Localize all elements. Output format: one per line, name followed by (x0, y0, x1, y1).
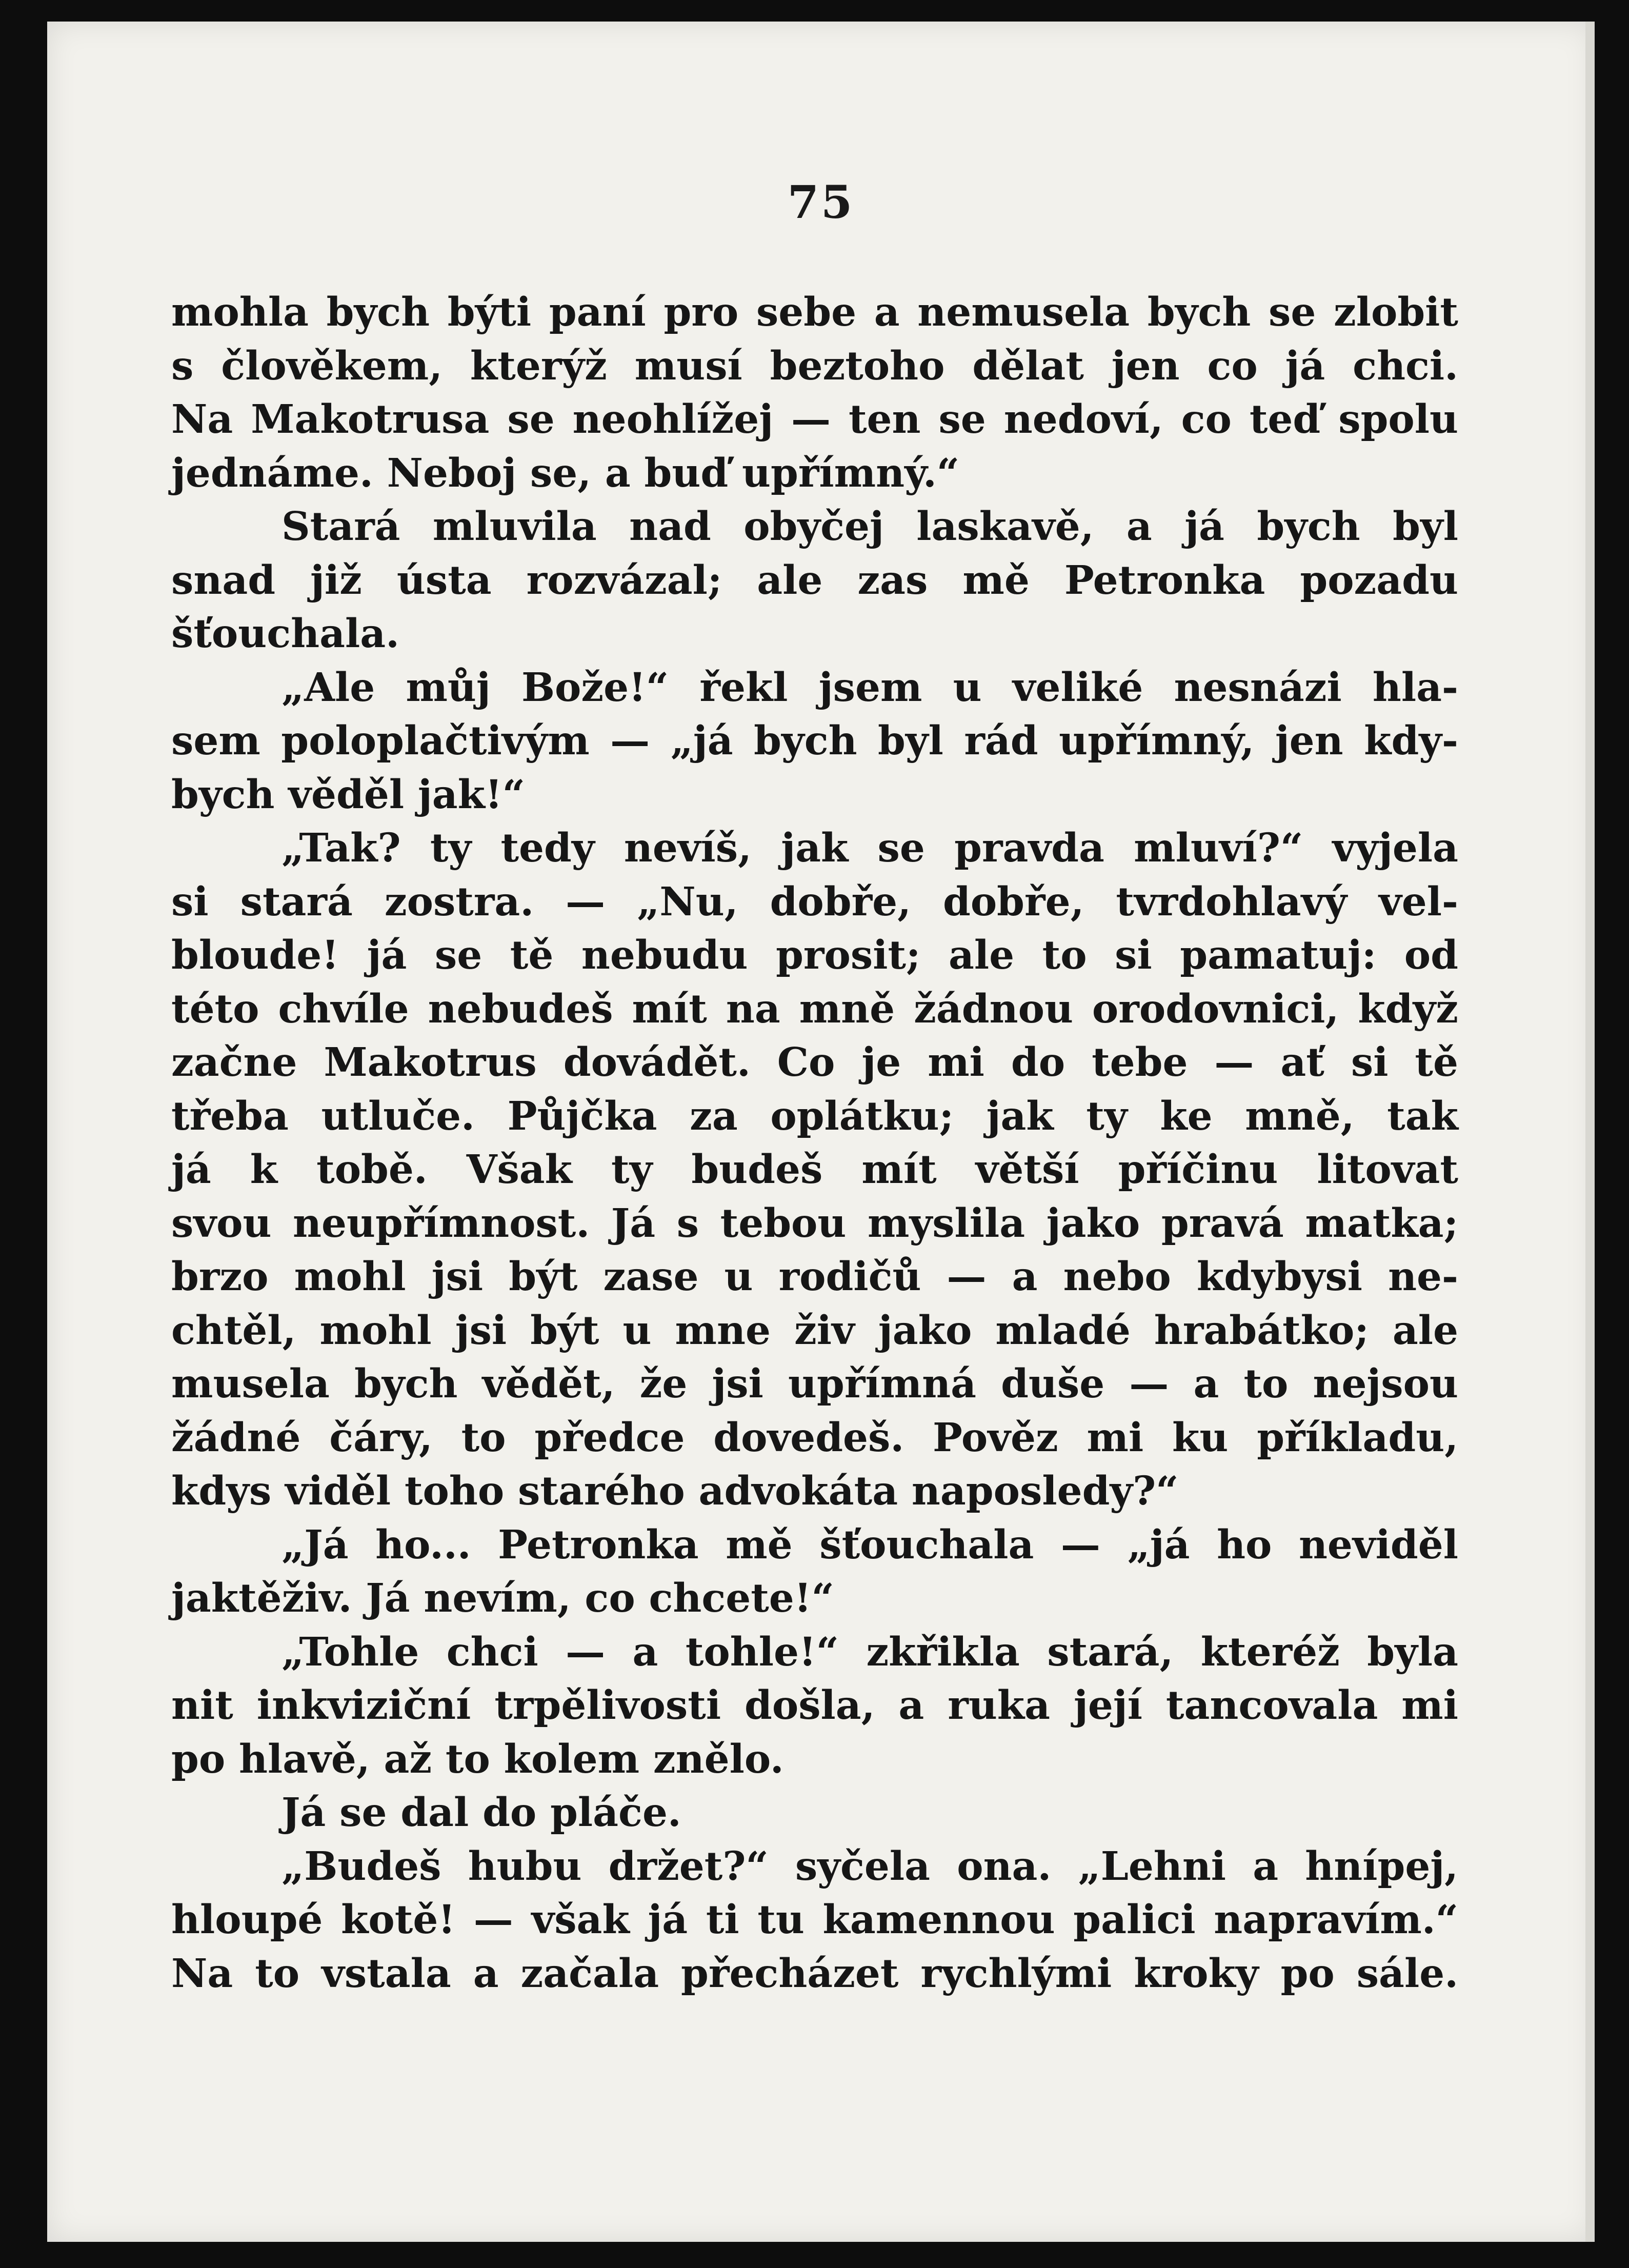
text-line: mohla bych býti paní pro sebe a nemusela bych se zlobit (171, 289, 1458, 335)
text-line: já k tobě. Však ty budeš mít větší příčinu litovat (171, 1147, 1458, 1193)
text-line: „Tak? ty tedy nevíš, jak se pravda mluví?“ vyjela (281, 825, 1458, 871)
text-line: „Budeš hubu držet?“ syčela ona. „Lehni a hnípej, (281, 1843, 1458, 1890)
text-line: chtěl, mohl jsi být u mne živ jako mladé hrabátko; ale (171, 1307, 1458, 1354)
text-line: sem poloplačtivým — „já bych byl rád upřímný, jen kdy- (171, 718, 1458, 764)
page-edge (1585, 22, 1595, 2242)
text-line: po hlavě, až to kolem znělo. (171, 1736, 784, 1782)
text-line: začne Makotrus dovádět. Co je mi do tebe — ať si tě (171, 1039, 1458, 1086)
text-line: žádné čáry, to předce dovedeš. Pověz mi ku příkladu, (171, 1414, 1458, 1461)
text-line: Na to vstala a začala přecházet rychlými kroky po sále. (171, 1950, 1458, 1997)
text-line: Já se dal do pláče. (281, 1790, 681, 1836)
book-page (47, 22, 1595, 2242)
text-line: svou neupřímnost. Já s tebou myslila jako pravá matka; (171, 1200, 1458, 1247)
text-line: snad již ústa rozvázal; ale zas mě Petronka pozadu (171, 557, 1458, 604)
text-line: hloupé kotě! — však já ti tu kamennou palici napravím.“ (171, 1897, 1458, 1943)
text-line: Stará mluvila nad obyčej laskavě, a já bych byl (281, 504, 1458, 550)
text-line: brzo mohl jsi být zase u rodičů — a nebo kdybysi ne- (171, 1254, 1458, 1300)
text-line: kdys viděl toho starého advokáta naposledy?“ (171, 1468, 1179, 1514)
text-line: jaktěživ. Já nevím, co chcete!“ (171, 1575, 834, 1621)
body-text (171, 286, 1458, 2000)
text-line: musela bych vědět, že jsi upřímná duše — a to nejsou (171, 1361, 1458, 1407)
text-line: bloude! já se tě nebudu prosit; ale to si pamatuj: od (171, 932, 1458, 978)
text-line: bych věděl jak!“ (171, 771, 526, 818)
text-line: Na Makotrusa se neohlížej — ten se nedoví, co teď spolu (171, 396, 1458, 443)
text-line: „Ale můj Bože!“ řekl jsem u veliké nesnázi hla- (281, 664, 1458, 711)
text-line: si stará zostra. — „Nu, dobře, dobře, tvrdohlavý vel- (171, 878, 1458, 925)
page-number: 75 (787, 175, 855, 229)
text-line: nit inkviziční trpělivosti došla, a ruka její tancovala mi (171, 1682, 1458, 1729)
text-line: s člověkem, kterýž musí beztoho dělat jen co já chci. (171, 343, 1458, 389)
text-line: „Já ho... Petronka mě šťouchala — „já ho neviděl (281, 1521, 1458, 1568)
text-line: třeba utluče. Půjčka za oplátku; jak ty ke mně, tak (171, 1093, 1458, 1139)
text-line: šťouchala. (171, 611, 399, 657)
text-line: „Tohle chci — a tohle!“ zkřikla stará, kteréž byla (281, 1629, 1458, 1675)
text-line: jednáme. Neboj se, a buď upřímný.“ (171, 450, 960, 496)
text-line: této chvíle nebudeš mít na mně žádnou orodovnici, když (171, 986, 1458, 1032)
